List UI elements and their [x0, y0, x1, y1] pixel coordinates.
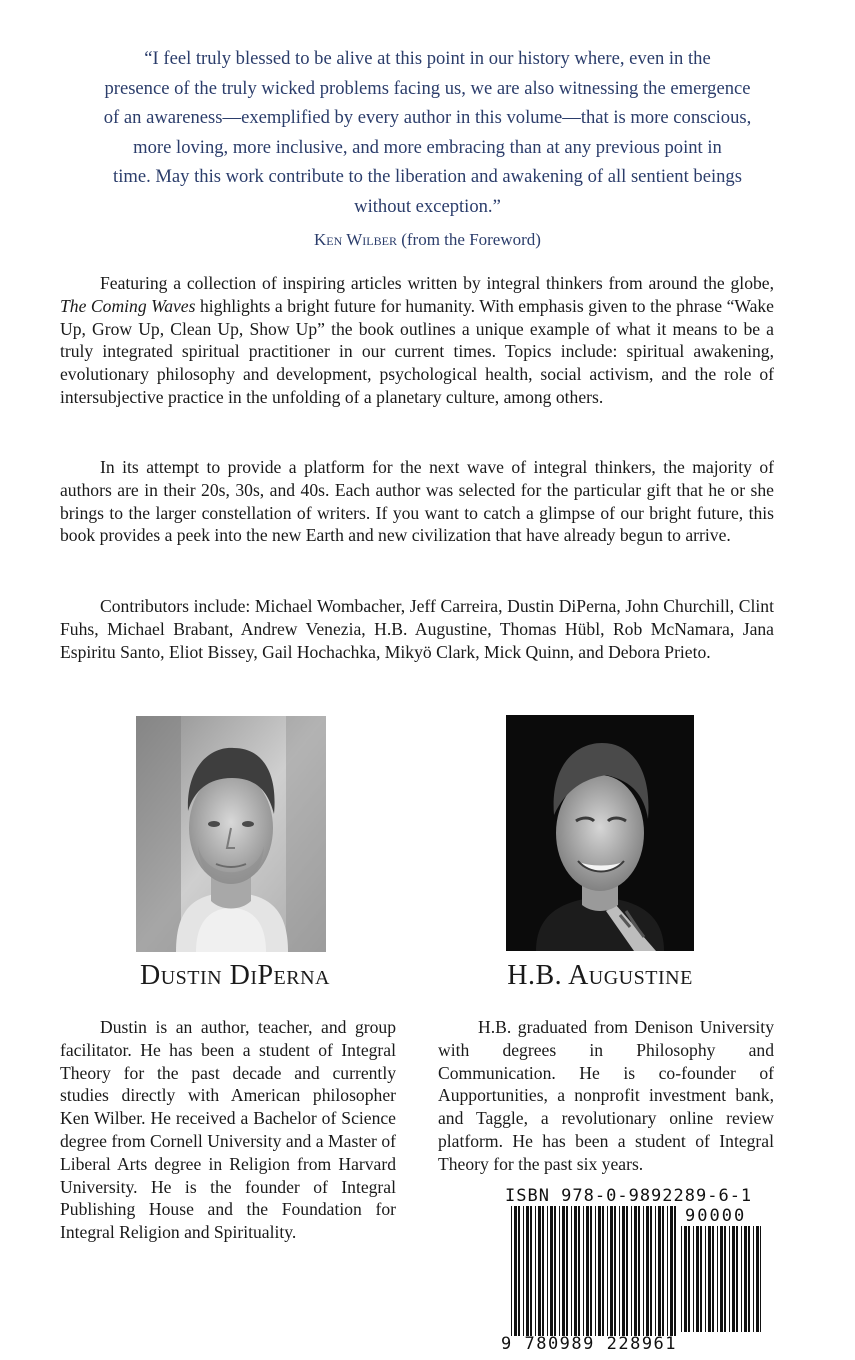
- barcode-bar: [511, 1206, 512, 1336]
- barcode-bar: [684, 1226, 687, 1332]
- barcode-bar: [732, 1226, 735, 1332]
- barcode-bar: [712, 1226, 714, 1332]
- bio-hb: H.B. graduated from Denison University with degrees in Philosophy and Communication. He is co-founder of Aupportunities, a nonprofit investment bank, and Taggle, a revolutionary online review platform. He has been a student of Integral Theory for the past six years.: [438, 1017, 774, 1174]
- barcode-bar: [574, 1206, 577, 1336]
- description-paragraph-1: [60, 272, 774, 409]
- barcode-bar: [526, 1206, 529, 1336]
- quote-line: presence of the truly wicked problems facing us, we are also witnessing the emergence: [104, 77, 751, 99]
- hb-augustine-photo: [506, 715, 694, 951]
- barcode-bar: [610, 1206, 613, 1336]
- bio-dustin: Dustin is an author, teacher, and group facilitator. He has been a student of Integral Theory for the past decade and currently studies directly with American philosopher Ken Wilber. He received a Bachelor of Science degree from Cornell University and a Master of Liberal Arts degree in Religion from Harvard University. He is the founder of Integral Publishing House and the Foundation for Integral Religion and Spirituality.: [60, 1017, 396, 1243]
- barcode-bar: [602, 1206, 604, 1336]
- barcode-bar: [622, 1206, 625, 1336]
- barcode-bar: [595, 1206, 596, 1336]
- barcode-bar: [717, 1226, 718, 1332]
- barcode-bar: [634, 1206, 637, 1336]
- barcode-bar: [696, 1226, 699, 1332]
- barcode-bar: [542, 1206, 544, 1336]
- barcode-bar: [566, 1206, 568, 1336]
- author-name-dustin: Dustin DiPerna: [139, 960, 330, 991]
- isbn-barcode: [497, 1186, 777, 1356]
- barcode-bar: [518, 1206, 520, 1336]
- barcode-bar: [736, 1226, 738, 1332]
- isbn-text: ISBN 978-0-9892289-6-1: [505, 1186, 753, 1206]
- barcode-bar: [614, 1206, 616, 1336]
- barcode-bar: [700, 1226, 702, 1332]
- barcode-bar: [670, 1206, 673, 1336]
- barcode-bar: [590, 1206, 592, 1336]
- barcode-bar: [607, 1206, 608, 1336]
- barcode-bar: [562, 1206, 565, 1336]
- attribution-name: Ken Wilber: [314, 230, 397, 249]
- barcode-bar: [535, 1206, 536, 1336]
- price-addon-text: 90000: [685, 1206, 747, 1226]
- barcode-bar: [530, 1206, 532, 1336]
- quote-attribution: [0, 230, 855, 250]
- barcode-bar: [756, 1226, 759, 1332]
- barcode-bar: [658, 1206, 661, 1336]
- barcode-bar: [559, 1206, 560, 1336]
- contributors-paragraph: Contributors include: Michael Wombacher, Jeff Carreira, Dustin DiPerna, John Churchill, Clint Fuhs, Michael Brabant, Andrew Venezia, H.B. Augustine, Thomas Hübl, Rob McNamara, Jana Espiritu Santo, Eliot Bissey, Gail Hochachka, Mikyö Clark, Mick Quinn, and Debora Prieto.: [60, 596, 774, 662]
- barcode-bar: [681, 1226, 682, 1332]
- barcode-bar: [705, 1226, 706, 1332]
- quote-line: “I feel truly blessed to be alive at this point in our history where, even in the: [144, 48, 711, 69]
- barcode-addon-bars: [681, 1226, 761, 1332]
- barcode-bar: [674, 1206, 676, 1336]
- author-name-hb: H.B. Augustine: [507, 960, 693, 991]
- dustin-diperna-photo: [136, 716, 326, 952]
- barcode-bar: [554, 1206, 556, 1336]
- barcode-bar: [643, 1206, 644, 1336]
- quote-line: without exception.”: [354, 195, 501, 217]
- barcode-bar: [667, 1206, 668, 1336]
- barcode-bar: [650, 1206, 652, 1336]
- barcode-bar: [688, 1226, 690, 1332]
- barcode-bar: [655, 1206, 656, 1336]
- barcode-bar: [693, 1226, 694, 1332]
- barcode-bar: [753, 1226, 754, 1332]
- foreword-quote: [60, 44, 795, 221]
- barcode-digits: 9 780989 228961: [501, 1334, 678, 1354]
- barcode-bar: [578, 1206, 580, 1336]
- barcode-bars: [511, 1206, 677, 1336]
- barcode-bar: [741, 1226, 742, 1332]
- quote-line: time. May this work contribute to the liberation and awakening of all sentient beings: [113, 166, 742, 187]
- barcode-bar: [720, 1226, 723, 1332]
- barcode-bar: [514, 1206, 517, 1336]
- barcode-bar: [744, 1226, 747, 1332]
- barcode-bar: [619, 1206, 620, 1336]
- book-title: The Coming Waves: [60, 295, 196, 316]
- barcode-bar: [547, 1206, 548, 1336]
- barcode-bar: [748, 1226, 750, 1332]
- attribution-note: (from the Foreword): [396, 230, 541, 249]
- barcode-bar: [760, 1226, 761, 1332]
- barcode-bar: [550, 1206, 553, 1336]
- barcode-bar: [646, 1206, 649, 1336]
- barcode-bar: [724, 1226, 726, 1332]
- p1-text-start: Featuring a collection of inspiring articles written by integral thinkers from around the globe,: [100, 273, 774, 293]
- barcode-bar: [583, 1206, 584, 1336]
- quote-line: of an awareness—exemplified by every author in this volume—that is more conscious,: [103, 107, 752, 128]
- description-paragraph-2: In its attempt to provide a platform for the next wave of integral thinkers, the majority of authors are in their 20s, 30s, and 40s. Each author was selected for the particular gift that he or she brings to the larger constellation of writers. If you want to catch a glimpse of our bright future, this book provides a peek into the new Earth and new civilization that have already begun to arrive.: [60, 457, 774, 546]
- barcode-bar: [523, 1206, 524, 1336]
- barcode-bar: [631, 1206, 632, 1336]
- barcode-bar: [708, 1226, 711, 1332]
- barcode-bar: [571, 1206, 572, 1336]
- barcode-bar: [586, 1206, 589, 1336]
- barcode-bar: [598, 1206, 601, 1336]
- barcode-bar: [662, 1206, 664, 1336]
- barcode-bar: [638, 1206, 640, 1336]
- barcode-bar: [626, 1206, 628, 1336]
- barcode-bar: [538, 1206, 541, 1336]
- quote-line: more loving, more inclusive, and more embracing than at any previous point in: [133, 136, 722, 158]
- barcode-bar: [729, 1226, 730, 1332]
- p1-text-end: highlights a bright future for humanity. With emphasis given to the phrase “Wake Up, Grow Up, Clean Up, Show Up” the book outlines a unique example of what it means to be a truly integrated spiritual practitioner in our current times. Topics include: spiritual awakening, evolutionary philosophy and development, psychological health, social activism, and the role of intersubjective practice in the unfolding of a planetary culture, among others.: [60, 295, 774, 407]
